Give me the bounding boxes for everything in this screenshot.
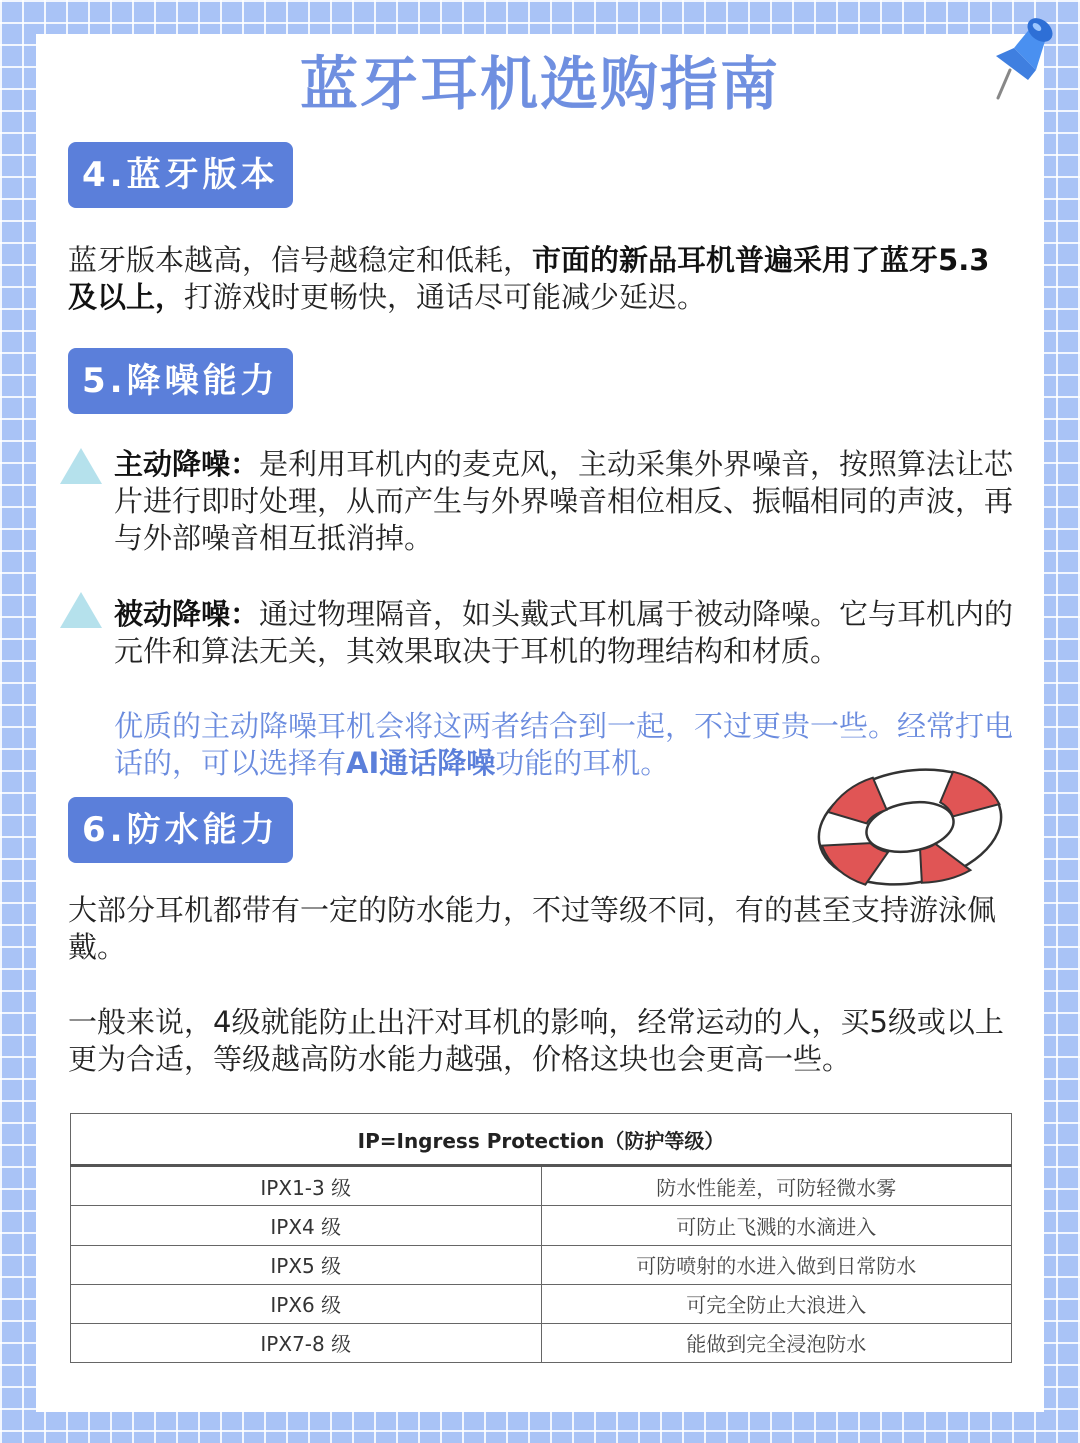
table-cell-level: IPX7-8 级 bbox=[71, 1323, 542, 1362]
triangle-bullet-icon bbox=[58, 446, 104, 486]
noise-item-text: 是利用耳机内的麦克风，主动采集外界噪音，按照算法让芯片进行即时处理，从而产生与外界噪音相位相反、振幅相同的声波，再与外部噪音相互抵消掉。 bbox=[114, 447, 1014, 555]
table-cell-level: IPX6 级 bbox=[71, 1284, 542, 1323]
noise-item-label: 被动降噪： bbox=[114, 597, 260, 631]
table-cell-level: IPX5 级 bbox=[71, 1245, 542, 1284]
lifebuoy-icon bbox=[812, 758, 1008, 896]
section-tag-water: 6.防水能力 bbox=[68, 797, 293, 863]
page-title: 蓝牙耳机选购指南 bbox=[299, 50, 780, 118]
bluetooth-highlight: 市面的新品耳机普遍采用了蓝牙5.3及以上， bbox=[68, 243, 990, 314]
noise-item-active bbox=[114, 446, 1014, 557]
noise-item-label: 主动降噪： bbox=[114, 447, 260, 481]
table-cell-level: IPX4 级 bbox=[71, 1206, 542, 1245]
noise-item-text: 通过物理隔音，如头戴式耳机属于被动降噪。它与耳机内的元件和算法无关，其效果取决于耳机的物理结构和材质。 bbox=[114, 597, 1014, 668]
table-row bbox=[71, 1245, 1012, 1284]
table-cell-level: IPX1-3 级 bbox=[71, 1166, 542, 1206]
triangle-bullet-icon bbox=[58, 590, 104, 630]
table-row bbox=[71, 1166, 1012, 1206]
noise-item-passive bbox=[114, 596, 1014, 670]
table-row bbox=[71, 1284, 1012, 1323]
water-paragraph-2: 一般来说，4级就能防止出汗对耳机的影响，经常运动的人，买5级或以上更为合适，等级越高防水能力越强，价格这块也会更高一些。 bbox=[68, 1005, 1004, 1076]
note-text-tail: 功能的耳机。 bbox=[495, 746, 670, 780]
section-tag-noise: 5.降噪能力 bbox=[68, 348, 293, 414]
table-cell-desc: 可完全防止大浪进入 bbox=[541, 1284, 1012, 1323]
table-cell-desc: 能做到完全浸泡防水 bbox=[541, 1323, 1012, 1362]
table-header-row bbox=[71, 1114, 1012, 1166]
section-tag-bluetooth: 4.蓝牙版本 bbox=[68, 142, 293, 208]
bluetooth-text: 蓝牙版本越高，信号越稳定和低耗， bbox=[68, 243, 533, 277]
table-cell-desc: 可防止飞溅的水滴进入 bbox=[541, 1206, 1012, 1245]
table-header: IP=Ingress Protection（防护等级） bbox=[71, 1114, 1012, 1166]
water-paragraph-1: 大部分耳机都带有一定的防水能力，不过等级不同，有的甚至支持游泳佩戴。 bbox=[68, 893, 997, 964]
table-cell-desc: 防水性能差，可防轻微水雾 bbox=[541, 1166, 1012, 1206]
table-cell-desc: 可防喷射的水进入做到日常防水 bbox=[541, 1245, 1012, 1284]
ip-rating-table bbox=[70, 1113, 1012, 1363]
bluetooth-text-tail: 打游戏时更畅快，通话尽可能减少延迟。 bbox=[184, 280, 707, 314]
table-row bbox=[71, 1206, 1012, 1245]
pushpin-icon bbox=[988, 8, 1058, 103]
bluetooth-paragraph bbox=[68, 242, 1018, 316]
table-row bbox=[71, 1323, 1012, 1362]
note-text: 优质的主动降噪耳机会将这两者结合到一起，不过更贵一些。经常打电话的，可以选择有 bbox=[114, 709, 1014, 780]
note-highlight: AI通话降噪 bbox=[346, 746, 496, 780]
